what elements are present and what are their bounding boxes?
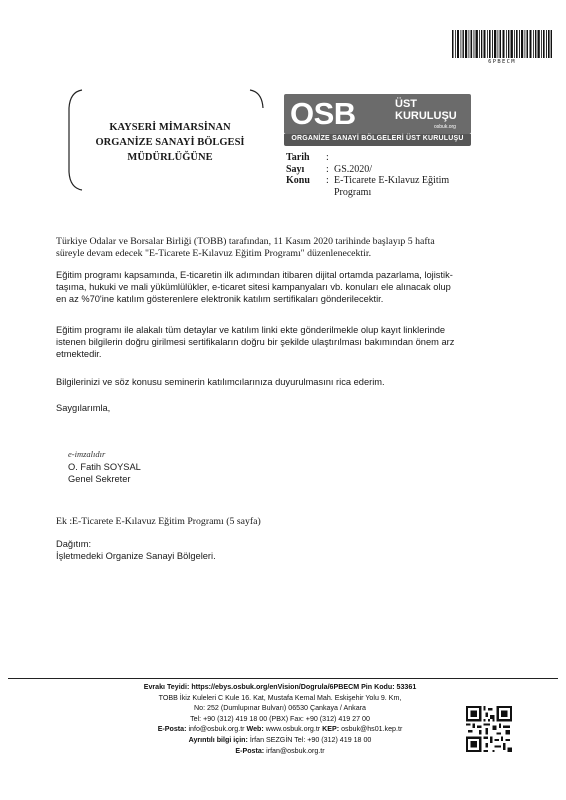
paragraph-1 [56,236,511,260]
attachment-line: Ek :E-Ticarete E-Kılavuz Eğitim Programı (5 sayfa) [56,516,261,527]
logo-web: osbuk.org [434,124,456,130]
contact-email-link[interactable]: irfan@osbuk.org.tr [266,746,325,755]
barcode-code: 6PBECM [488,59,516,65]
footer-address-1: TOBB İkiz Kuleleri C Kule 16. Kat, Mustafa Kemal Mah. Eskişehir Yolu 9. Km, [158,693,402,702]
signatory [68,461,141,485]
meta-colon: : [326,163,329,175]
footer-info-line [90,735,470,746]
closing: Saygılarımla, [56,403,111,413]
verify-label: Evrakı Teyidi: [143,683,190,691]
meta-colon: : [326,152,329,163]
recipient-line-1: KAYSERİ MİMARSİNAN [109,122,231,133]
paragraph-line: Türkiye Odalar ve Borsalar Birliği (TOBB) tarafından, 11 Kasım 2020 tarihinde başlayıp 5 hafta [56,236,435,247]
footer-contact-email-line [90,746,470,757]
signatory-name: O. Fatih SOYSAL [68,462,141,472]
footer-verify-line [90,682,470,693]
meta-subject-value: E-Ticarete E-Kılavuz Eğitim [334,175,450,186]
meta-subject-value-cont: Programı [334,186,372,198]
meta-number-label: Sayı [286,163,305,175]
qr-code [466,706,512,752]
meta-subject-label: Konu [286,175,310,186]
paragraph-line: istenen bilgilerin doğru girilmesi sertifikaların doğru bir şekilde ulaştırılması bakımından önem arz [56,337,455,347]
email-label: E-Posta: [157,725,187,734]
meta-number-value: GS.2020/ [334,163,373,175]
e-signature-note: e-imzalıdır [68,449,106,459]
info-label: Ayrıntılı bilgi için: [188,735,248,744]
meta-colon: : [326,175,329,186]
footer-divider [8,678,558,679]
footer-phone: Tel: +90 (312) 419 18 00 (PBX) Fax: +90 (312) 419 27 00 [190,714,370,723]
distribution-value: İşletmedeki Organize Sanayi Bölgeleri. [56,551,216,561]
recipient-line-3: MÜDÜRLÜĞÜNE [127,152,213,163]
paragraph-line: Eğitim programı kapsamında, E-ticaretin ilk adımından itibaren dijital ortamda pazarlama, lojistik- [56,270,453,280]
web-label: Web: [246,725,264,734]
paragraph-line: Eğitim programı ile alakalı tüm detaylar ve katılım linki ekte gönderilmekle olup kayıt linklerinde [56,325,446,335]
paragraph-4: Bilgilerinizi ve söz konusu seminerin katılımcılarınıza duyurulmasını rica ederim. [56,377,385,387]
email-link[interactable]: info@osbuk.org.tr [188,725,245,734]
web-link[interactable]: www.osbuk.org.tr [265,725,321,734]
paragraph-line: süreyle devam edecek "E-Ticarete E-Kılavuz Eğitim Programı" düzenlenecektir. [56,248,372,259]
barcode-bars [452,30,552,58]
paragraph-2 [56,269,511,305]
logo-panel [284,94,471,134]
logo-tagline: ORGANİZE SANAYİ BÖLGELERİ ÜST KURULUŞU [291,135,464,142]
info-value: İrfan SEZGİN Tel: +90 (312) 419 18 00 [249,735,372,744]
footer [90,682,470,756]
paragraph-line: taşıma, hukuki ve mali yükümlülükler, e-ticaret sitesi kampanyaları vb. konuları ele alınacak olup [56,282,451,292]
recipient-line-2: ORGANİZE SANAYİ BÖLGESİ [95,137,245,148]
paragraph-line: etmektedir. [56,349,102,359]
kep-link[interactable]: osbuk@hs01.kep.tr [341,725,403,734]
footer-contact-line [90,724,470,735]
paragraph-3 [56,324,511,360]
footer-address-2: No: 252 (Dumlupınar Bulvarı) 06530 Çankaya / Ankara [194,704,366,713]
logo-abbr: OSB [290,96,356,131]
distribution-label: Dağıtım: [56,539,92,549]
logo-word-kurulusu: KURULUŞU [395,110,457,122]
paragraph-line: en az %70'ine katılım gösterenlere elektronik katılım sertifikaları gönderilecektir. [56,294,384,304]
distribution [56,538,511,562]
signatory-title: Genel Sekreter [68,474,131,484]
barcode [452,30,552,70]
meta-date-label: Tarih [286,152,310,163]
osb-logo [284,94,471,146]
logo-word-ust: ÜST [395,98,417,110]
contact-email-label: E-Posta: [235,746,265,755]
verify-link[interactable]: https://ebys.osbuk.org/enVision/Dogrula/6PBECM Pin Kodu: 53361 [191,683,417,691]
kep-label: KEP: [322,725,340,734]
recipient-block [80,120,260,165]
